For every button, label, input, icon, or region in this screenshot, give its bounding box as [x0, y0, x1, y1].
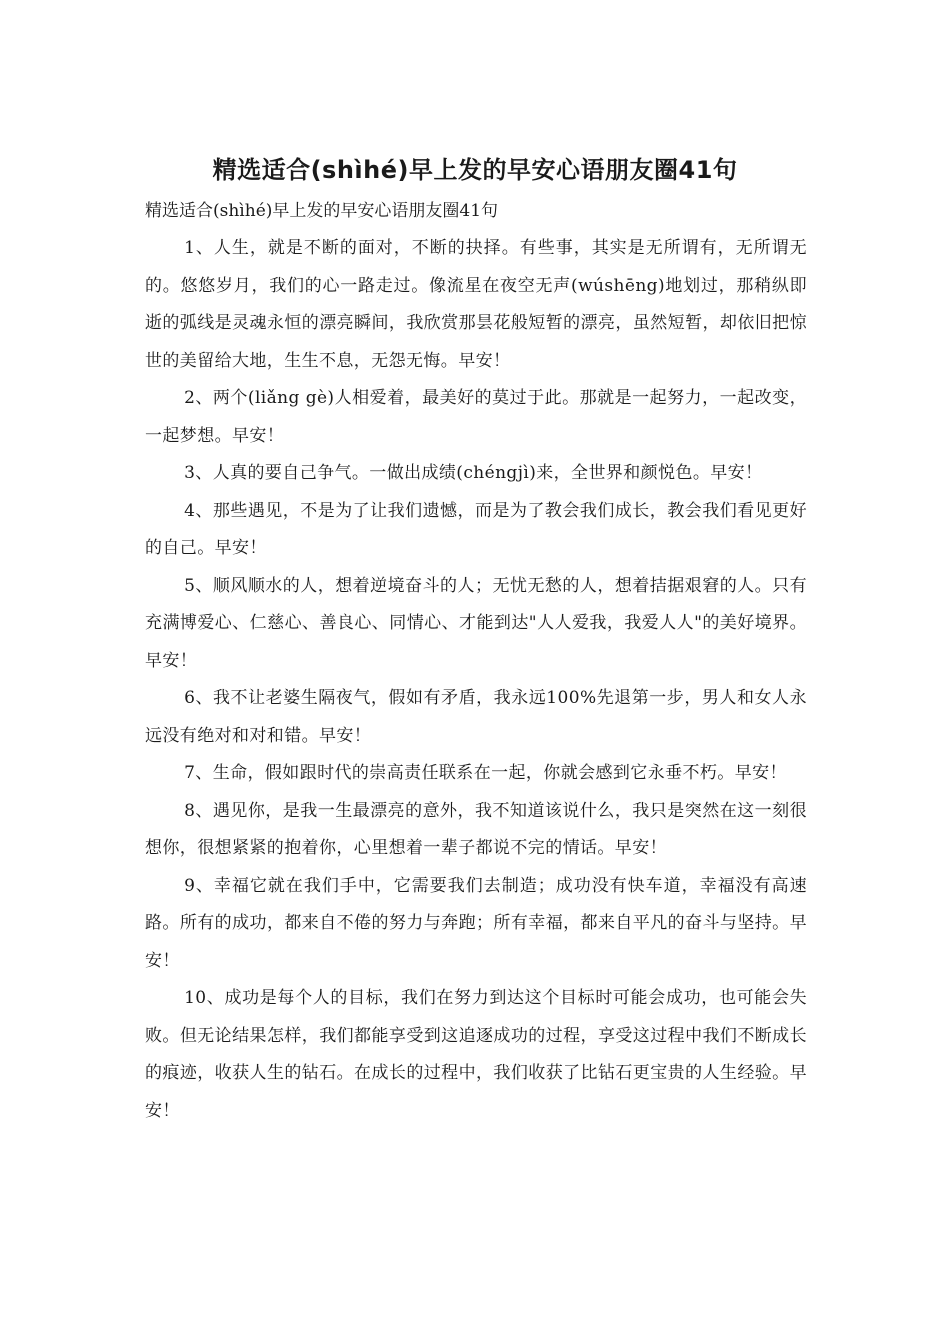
document-body — [145, 230, 807, 1130]
document-title: 精选适合(shìhé)早上发的早安心语朋友圈41句 — [212, 156, 738, 184]
paragraph-8: 8、遇见你，是我一生最漂亮的意外，我不知道该说什么，我只是突然在这一刻很想你，很想紧紧的抱着你，心里想着一辈子都说不完的情话。早安！ — [145, 800, 807, 858]
paragraph-4: 4、那些遇见，不是为了让我们遗憾，而是为了教会我们成长，教会我们看见更好的自己。早安！ — [145, 500, 807, 558]
paragraph-7: 7、生命，假如跟时代的崇高责任联系在一起，你就会感到它永垂不朽。早安！ — [184, 763, 787, 783]
paragraph-6: 6、我不让老婆生隔夜气，假如有矛盾，我永远100%先退第一步，男人和女人永远没有绝对和对和错。早安！ — [145, 688, 807, 746]
paragraph-10: 10、成功是每个人的目标，我们在努力到达这个目标时可能会成功，也可能会失败。但无论结果怎样，我们都能享受到这追逐成功的过程，享受这过程中我们不断成长的痕迹，收获人生的钻石。在成长的过程中，我们收获了比钻石更宝贵的人生经验。早安！ — [145, 988, 807, 1121]
paragraph-3: 3、人真的要自己争气。一做出成绩(chéngjì)来，全世界和颜悦色。早安！ — [184, 463, 763, 483]
paragraph-9: 9、幸福它就在我们手中，它需要我们去制造；成功没有快车道，幸福没有高速路。所有的成功，都来自不倦的努力与奔跑；所有幸福，都来自平凡的奋斗与坚持。早安！ — [145, 875, 807, 971]
paragraph-1: 1、人生，就是不断的面对，不断的抉择。有些事，其实是无所谓有，无所谓无的。悠悠岁月，我们的心一路走过。像流星在夜空无声(wúshēng)地划过，那稍纵即逝的弧线是灵魂永恒的漂亮瞬间，我欣赏那昙花般短暂的漂亮，虽然短暂，却依旧把惊世的美留给大地，生生不息，无怨无悔。早安！ — [145, 238, 807, 371]
document-subtitle: 精选适合(shìhé)早上发的早安心语朋友圈41句 — [145, 201, 499, 221]
paragraph-5: 5、顺风顺水的人，想着逆境奋斗的人；无忧无愁的人，想着拮据艰窘的人。只有充满博爱心、仁慈心、善良心、同情心、才能到达"人人爱我，我爱人人"的美好境界。早安！ — [145, 575, 807, 671]
paragraph-2: 2、两个(liǎng gè)人相爱着，最美好的莫过于此。那就是一起努力，一起改变，一起梦想。早安！ — [145, 388, 807, 446]
